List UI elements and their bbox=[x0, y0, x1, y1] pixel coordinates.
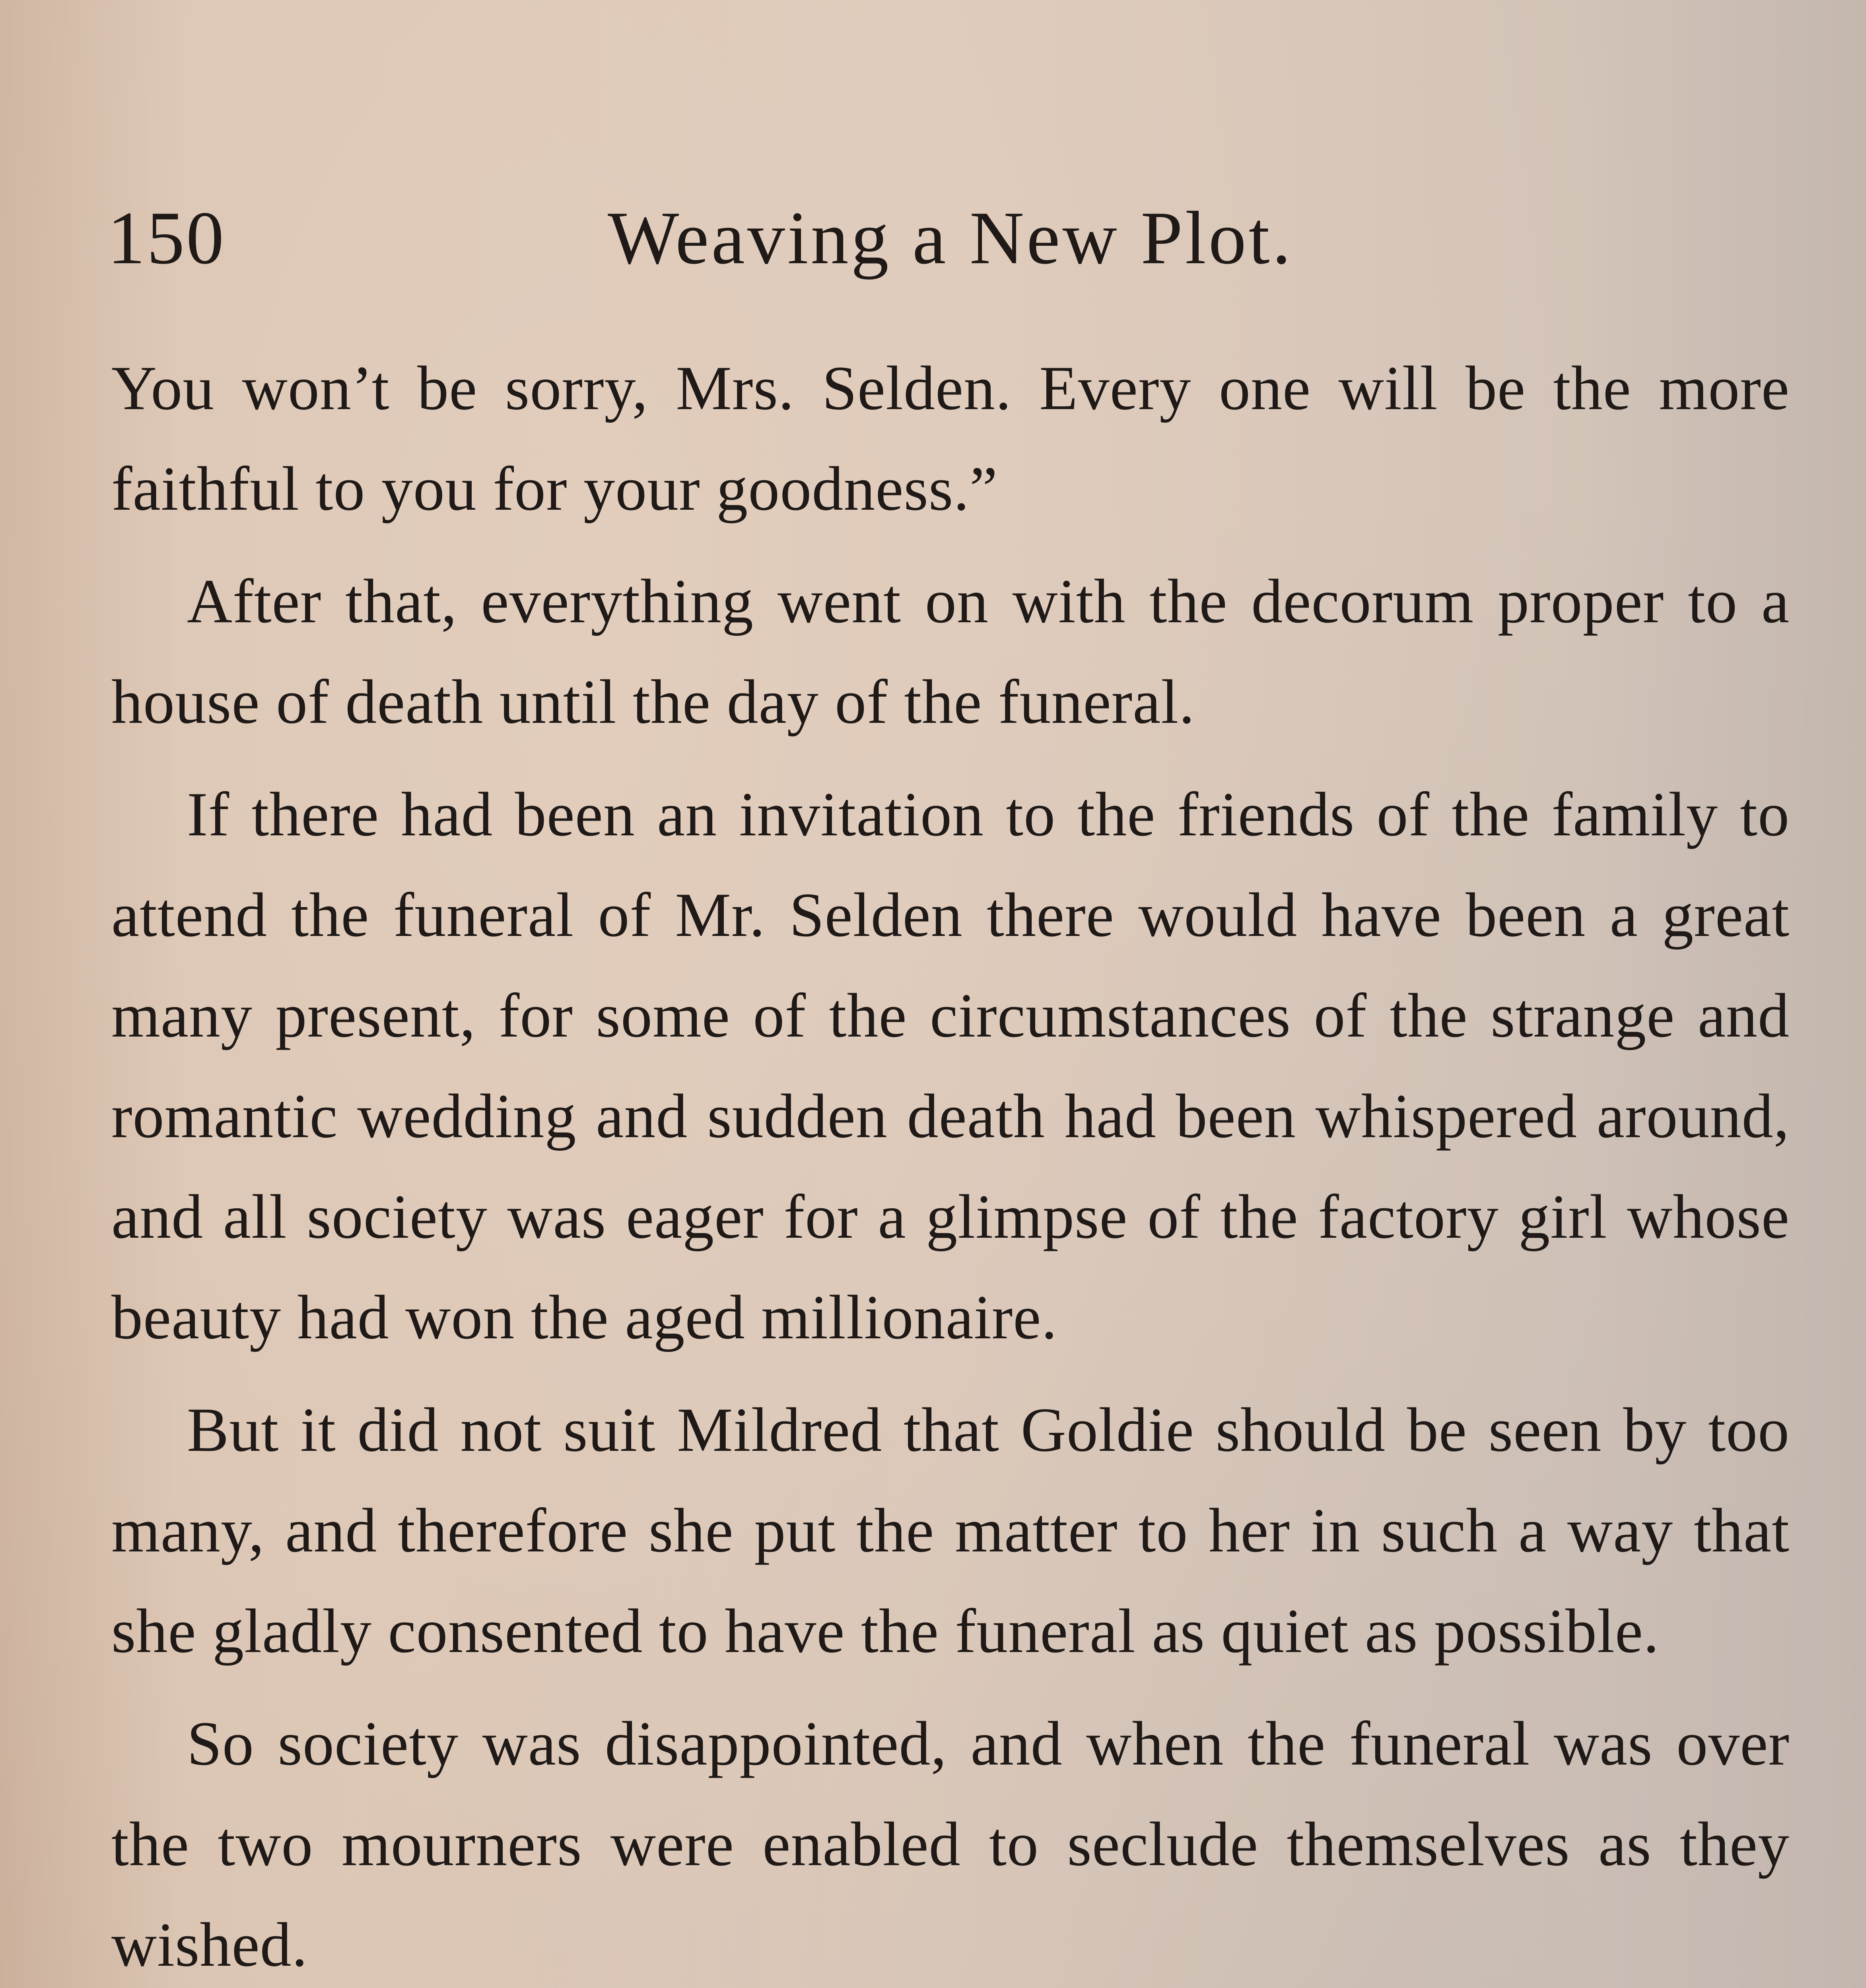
paragraph: After that, everything went on with the decorum proper to a house of death until the day of the funeral. bbox=[111, 567, 1790, 737]
paragraph: So society was disappointed, and when the funeral was over the two mourners were enabled to seclude themselves as they wished. bbox=[111, 1709, 1790, 1980]
paragraph: You won’t be sorry, Mrs. Selden. Every one will be the more faithful to you for your goodness.” bbox=[111, 353, 1790, 524]
running-head: Weaving a New Plot. bbox=[608, 196, 1293, 280]
body-text bbox=[111, 338, 1790, 1988]
page-number: 150 bbox=[107, 196, 225, 280]
page-header bbox=[107, 175, 1794, 278]
paragraph: But it did not suit Mildred that Goldie should be seen by too many, and therefore she put the matter to her in such a way that she gladly consented to have the funeral as quiet as possible. bbox=[111, 1395, 1790, 1666]
paragraph: If there had been an invitation to the friends of the family to attend the funeral of Mr. Selden there would have been a great many present, for some of the circumstances of the strange and romantic wedding and sudden death had been whispered around, and all society was eager for a glimpse of the factory girl whose beauty had won the aged millionaire. bbox=[111, 780, 1790, 1352]
